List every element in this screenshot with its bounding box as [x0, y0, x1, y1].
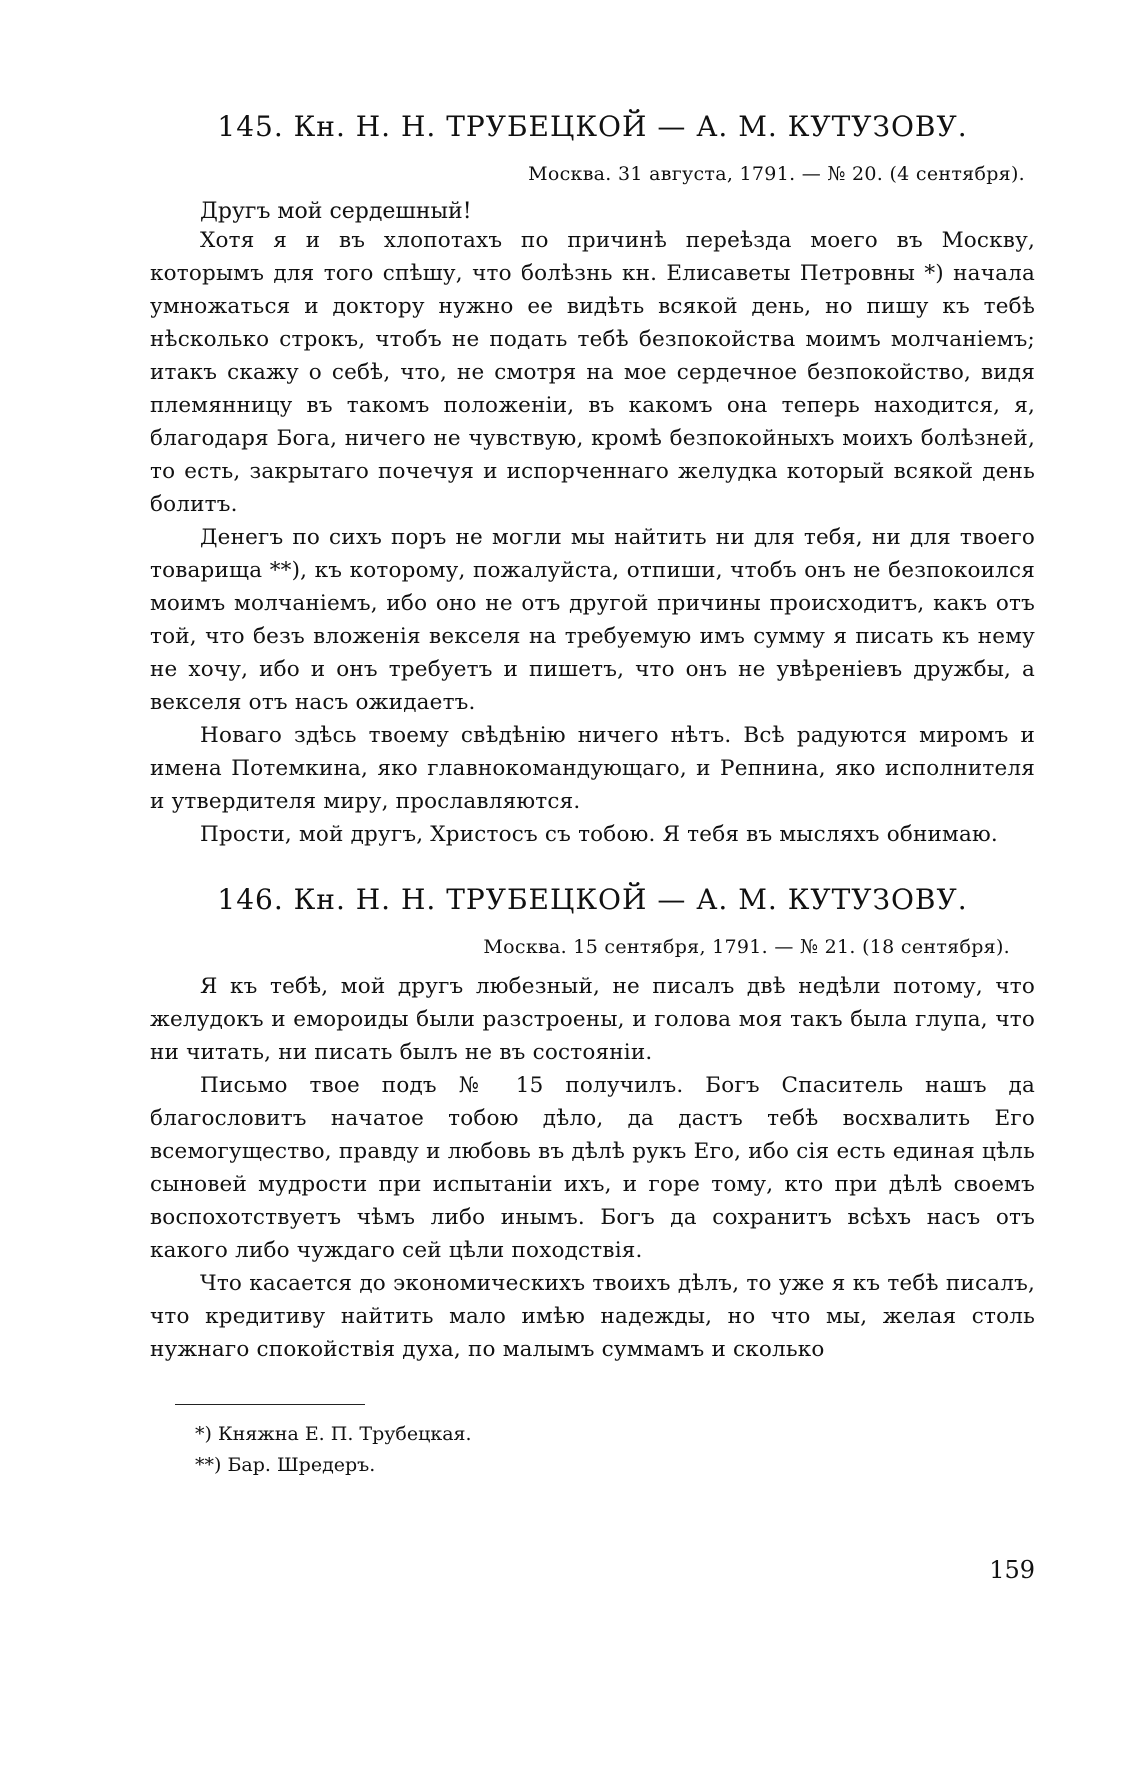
- letter-dateline: Москва. 15 сентября, 1791. — № 21. (18 сентября).: [483, 936, 1010, 958]
- footnote: **) Бар. Шредеръ.: [195, 1454, 376, 1476]
- letter-146: [150, 883, 1035, 1366]
- paragraph: Прости, мой другъ, Христосъ съ тобою. Я тебя въ мысляхъ обнимаю.: [200, 822, 998, 847]
- page-number: 159: [989, 1556, 1035, 1584]
- footnotes: [195, 1419, 1035, 1481]
- paragraph: Я къ тебѣ, мой другъ любезный, не писалъ двѣ недѣли потому, что желудокъ и емороиды были разстроены, и голова моя такъ была глупа, что ни читать, ни писать былъ не въ состояніи.: [150, 974, 1035, 1065]
- paragraph: Новаго здѣсь твоему свѣдѣнію ничего нѣтъ. Всѣ радуются миромъ и имена Потемкина, яко главнокомандующаго, и Репнина, яко исполнителя и утвердителя миру, прославляются.: [150, 723, 1035, 814]
- letter-heading: 145. Кн. Н. Н. ТРУБЕЦКОЙ — А. М. КУТУЗОВУ.: [217, 110, 968, 143]
- letter-dateline: Москва. 31 августа, 1791. — № 20. (4 сентября).: [528, 163, 1025, 185]
- letter-145: [150, 110, 1035, 851]
- letter-heading: 146. Кн. Н. Н. ТРУБЕЦКОЙ — А. М. КУТУЗОВУ.: [217, 883, 968, 916]
- paragraph: Письмо твое подъ № 15 получилъ. Богъ Спаситель нашъ да благословитъ начатое тобою дѣло, да дастъ тебѣ восхвалить Его всемогущество, правду и любовь въ дѣлѣ рукъ Его, ибо сія есть единая цѣль сыновей мудрости при испытаніи ихъ, и горе тому, кто при дѣлѣ своемъ воспохотствуетъ чѣмъ либо инымъ. Богъ да сохранитъ всѣхъ насъ отъ какого либо чуждаго сей цѣли походствія.: [150, 1073, 1035, 1263]
- page-content: [150, 110, 1035, 1481]
- footnote-divider: [175, 1404, 365, 1405]
- paragraph: Денегъ по сихъ поръ не могли мы найтить ни для тебя, ни для твоего товарища **), къ которому, пожалуйста, отпиши, чтобъ онъ не безпокоился моимъ молчаніемъ, ибо оно не отъ другой причины происходитъ, какъ отъ той, что безъ вложенія векселя на требуемую имъ сумму я писать къ нему не хочу, ибо и онъ требуетъ и пишетъ, что онъ не увѣреніевъ дружбы, а векселя отъ насъ ожидаетъ.: [150, 525, 1035, 715]
- letter-salutation: Другъ мой сердешный!: [200, 199, 472, 224]
- paragraph: Что касается до экономическихъ твоихъ дѣлъ, то уже я къ тебѣ писалъ, что кредитиву найтить мало имѣю надежды, но что мы, желая столь нужнаго спокойствія духа, по малымъ суммамъ и сколько: [150, 1271, 1035, 1362]
- footnote: *) Княжна Е. П. Трубецкая.: [195, 1423, 472, 1445]
- paragraph: Хотя я и въ хлопотахъ по причинѣ переѣзда моего въ Москву, которымъ для того спѣшу, что болѣзнь кн. Елисаветы Петровны *) начала умножаться и доктору нужно ее видѣть всякой день, но пишу къ тебѣ нѣсколько строкъ, чтобъ не подать тебѣ безпокойства моимъ молчаніемъ; итакъ скажу о себѣ, что, не смотря на мое сердечное безпокойство, видя племянницу въ такомъ положеніи, въ какомъ она теперь находится, я, благодаря Бога, ничего не чувствую, кромѣ безпокойныхъ моихъ болѣзней, то есть, закрытаго почечуя и испорченнаго желудка который всякой день болитъ.: [150, 228, 1035, 517]
